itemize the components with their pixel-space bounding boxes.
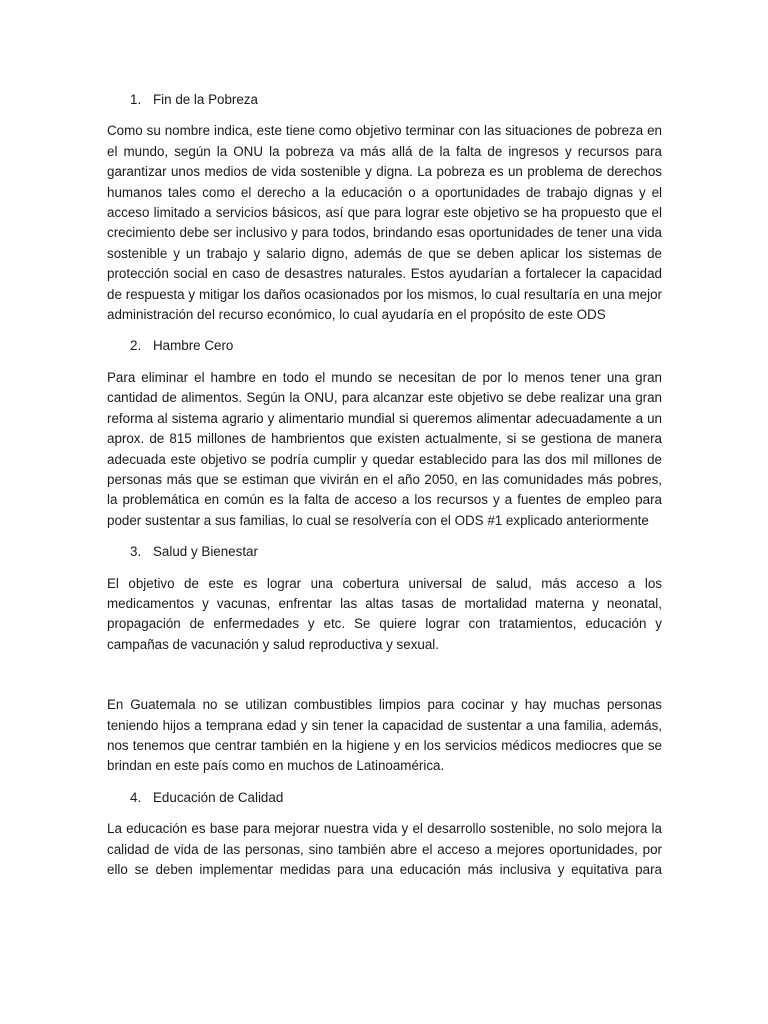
section-number: 2. (130, 338, 142, 354)
section-title: Educación de Calidad (153, 789, 284, 805)
section-title: Salud y Bienestar (153, 544, 258, 560)
paragraph: Para eliminar el hambre en todo el mundo se necesitan de por lo menos tener una gran cantidad de alimentos. Según la ONU, para alcanzar este objetivo se debe realizar una gran reforma al sistema agrario y alimentario mundial si queremos alimentar adecuadamente a un aprox. de 815 millones de hambrientos que existen actualmente, si se gestiona de manera adecuada este objetivo se podría cumplir y quedar establecido para las dos mil millones de personas más que se estiman que vivirán en el año 2050, en las comunidades más pobres, la problemática en común es la falta de acceso a los recursos y a fuentes de empleo para poder sustentar a sus familias, lo cual se resolvería con el ODS #1 explicado anteriormente (107, 369, 662, 528)
blank-line (107, 666, 662, 695)
section-number: 1. (130, 92, 142, 107)
paragraph: En Guatemala no se utilizan combustibles limpios para cocinar y hay muchas personas teniendo hijos a temprana edad y sin tener la capacidad de sustentar a una familia, además, nos tenemos que centrar también en la higiene y en los servicios médicos mediocres que se brindan en este país como en muchos de Latinoamérica. (107, 697, 662, 774)
section-heading-2 (107, 336, 662, 356)
section-title: Hambre Cero (153, 338, 234, 354)
section-number: 4. (130, 789, 142, 805)
section-number: 3. (130, 544, 142, 560)
paragraph: El objetivo de este es lograr una cobertura universal de salud, más acceso a los medicamentos y vacunas, enfrentar las altas tasas de mortalidad materna y neonatal, propagación de enfermedades y etc. Se quiere lograr con tratamientos, educación y campañas de vacunación y salud reproductiva y sexual. (107, 575, 662, 652)
section-heading-3 (107, 542, 662, 562)
section-heading-4 (107, 788, 662, 808)
section-title: Fin de la Pobreza (153, 92, 258, 107)
document-page (107, 90, 662, 891)
section-heading-1 (107, 90, 662, 110)
paragraph: Como su nombre indica, este tiene como objetivo terminar con las situaciones de pobreza en el mundo, según la ONU la pobreza va más allá de la falta de ingresos y recursos para garantizar unos medios de vida sostenible y digna. La pobreza es un problema de derechos humanos tales como el derecho a la educación o a oportunidades de trabajo dignas y el acceso limitado a servicios básicos, así que para lograr este objetivo se ha propuesto que el crecimiento debe ser inclusivo y para todos, brindando esas oportunidades de tener una vida sostenible y un trabajo y salario digno, además de que se deben aplicar los sistemas de protección social en caso de desastres naturales. Estos ayudarían a fortalecer la capacidad de respuesta y mitigar los daños ocasionados por los mismos, lo cual resultaría en una mejor administración del recurso económico, lo cual ayudaría en el propósito de este ODS (107, 123, 662, 323)
paragraph: La educación es base para mejorar nuestra vida y el desarrollo sostenible, no solo mejora la calidad de vida de las personas, sino también abre el acceso a mejores oportunidades, por ello se deben implementar medidas para una educación más inclusiva y equitativa para (107, 821, 662, 877)
